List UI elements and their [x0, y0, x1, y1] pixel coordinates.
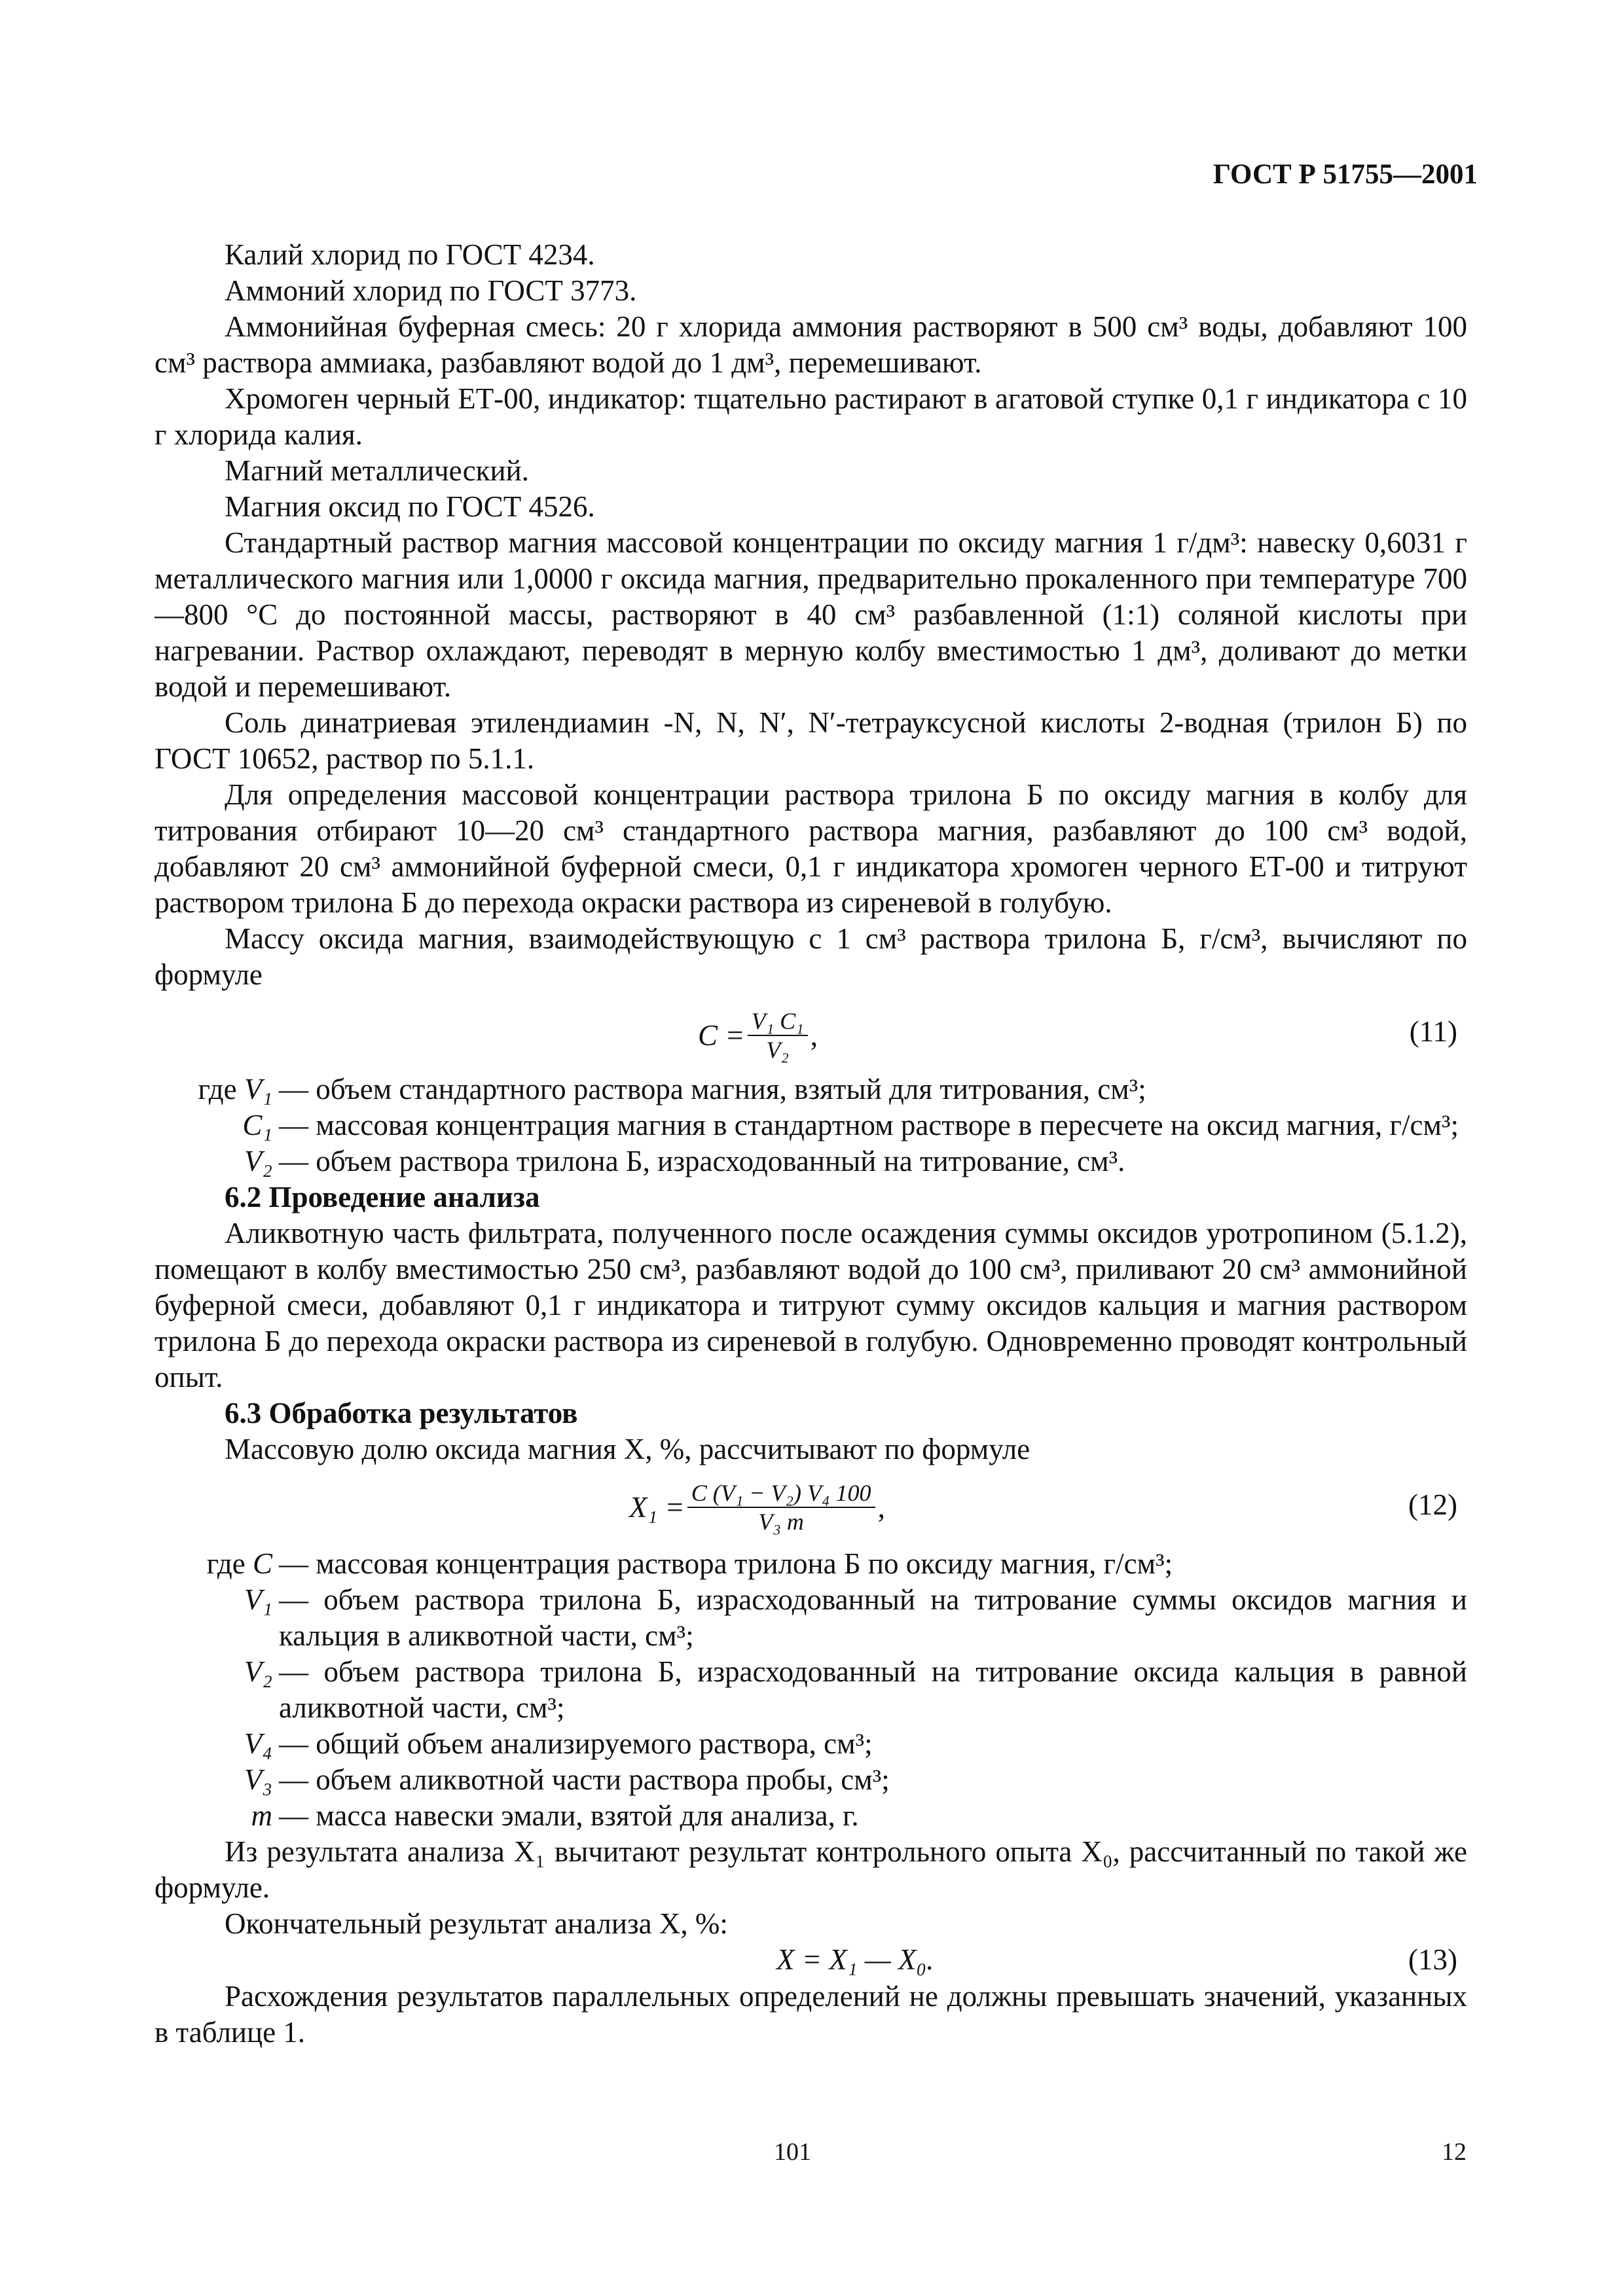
denominator: V₂ [766, 1037, 789, 1063]
paragraph: Аммонийная буферная смесь: 20 г хлорида аммония растворяют в 500 см³ воды, добавляют 100 см³ раствора аммиака, разбавляют водой до 1 дм³, перемешивают. [155, 310, 1467, 379]
paragraph: Калий хлорид по ГОСТ 4234. [225, 238, 595, 271]
definition-item [155, 1071, 1467, 1107]
fraction [748, 1007, 808, 1064]
definition-text: — общий объем анализируемого раствора, см³; [279, 1727, 873, 1760]
paragraph: Аликвотную часть фильтрата, полученного после осаждения суммы оксидов уротропином (5.1.2), помещают в колбу вместимостью 250 см³, разбавляют водой до 100 см³, приливают 20 см³ аммонийной буферной смеси, добавляют 0,1 г индикатора и титруют сумму оксидов кальция и магния раствором трилона Б до перехода окраски раствора из сиреневой в голубую. Одновременно проводят контрольный опыт. [155, 1217, 1467, 1393]
document-number: ГОСТ Р 51755—2001 [1213, 159, 1478, 190]
definition-lead: где C [206, 1547, 272, 1580]
definition-item [155, 1762, 1467, 1798]
paragraph: Окончательный результат анализа X, %: [225, 1907, 728, 1940]
paragraph: Для определения массовой концентрации раствора трилона Б по оксиду магния в колбу для титрования отбирают 10—20 см³ стандартного раствора магния, разбавляют до 100 см³ водой, добавляют 20 см³ аммонийной буферной смеси, 0,1 г индикатора хромоген черного ЕТ-00 и титруют раствором трилона Б до перехода окраски раствора из сиреневой в голубую. [155, 778, 1467, 919]
definition-lead: где V₁ [198, 1073, 272, 1105]
definition-text: — массовая концентрация магния в стандартном растворе в пересчете на оксид магния, г/см³; [279, 1109, 1459, 1141]
formula-13 [155, 1942, 1467, 1979]
paragraph: Хромоген черный ЕТ-00, индикатор: тщательно растирают в агатовой ступке 0,1 г индикатора с 10 г хлорида калия. [155, 382, 1467, 451]
numerator: C (V₁ − V₂) V₄ 100 [687, 1479, 875, 1508]
formula-lhs: X₁ = [629, 1490, 685, 1524]
definition-text: — объем стандартного раствора магния, взятый для титрования, см³; [279, 1073, 1146, 1105]
definition-symbol: V₂ [244, 1655, 272, 1688]
formula-expression: X = X₁ — X₀. [776, 1943, 934, 1976]
paragraph: Расхождения результатов параллельных определений не должны превышать значений, указанных в таблице 1. [155, 1980, 1467, 2049]
fraction [687, 1479, 875, 1535]
definition-text: — объем раствора трилона Б, израсходованный на титрование оксида кальция в равной аликвотной части, см³; [279, 1655, 1467, 1724]
definition-symbol: C₁ [242, 1109, 272, 1141]
paragraph: Массовую долю оксида магния X, %, рассчитывают по формуле [225, 1433, 1030, 1465]
page-number-left: 101 [774, 2138, 811, 2166]
denominator: V₃ m [758, 1509, 804, 1535]
equation-number: (13) [1408, 1943, 1457, 1976]
definition-item [155, 1798, 1467, 1834]
definitions-list-1 [155, 1071, 1467, 1179]
definition-text: — объем аликвотной части раствора пробы, см³; [279, 1763, 890, 1796]
definition-symbol: V₂ [244, 1145, 272, 1177]
definition-symbol: V₁ [244, 1583, 272, 1616]
paragraph: Из результата анализа X₁ вычитают результат контрольного опыта X₀, рассчитанный по такой же формуле. [155, 1835, 1467, 1904]
definition-text: — массовая концентрация раствора трилона Б по оксиду магния, г/см³; [279, 1547, 1173, 1580]
definition-text: — объем раствора трилона Б, израсходованный на титрование суммы оксидов магния и кальция в аликвотной части, см³; [279, 1583, 1467, 1652]
paragraph: Соль динатриевая этилендиамин -N, N, N′, N′-тетрауксусной кислоты 2-водная (трилон Б) по ГОСТ 10652, раствор по 5.1.1. [155, 706, 1467, 775]
equation-number: (12) [1408, 1488, 1457, 1521]
definition-item [155, 1654, 1467, 1726]
document-body [155, 237, 1467, 2051]
definition-item [155, 1726, 1467, 1762]
definition-item [155, 1582, 1467, 1654]
paragraph: Магний металлический. [225, 454, 529, 487]
definition-text: — объем раствора трилона Б, израсходованный на титрование, см³. [279, 1145, 1125, 1177]
formula-punct: , [877, 1490, 885, 1524]
definition-item [155, 1143, 1467, 1179]
formula-lhs: C = [698, 1018, 745, 1052]
formula-punct: , [810, 1018, 818, 1052]
numerator: V₁ C₁ [748, 1007, 808, 1036]
section-heading: 6.2 Проведение анализа [225, 1181, 540, 1213]
definition-item [155, 1546, 1467, 1582]
definitions-list-2 [155, 1546, 1467, 1834]
formula-12 [155, 1467, 1467, 1546]
definition-symbol: V₄ [244, 1727, 272, 1760]
definition-text: — масса навески эмали, взятой для анализа, г. [279, 1799, 859, 1832]
definition-item [155, 1107, 1467, 1143]
paragraph: Аммоний хлорид по ГОСТ 3773. [225, 274, 637, 307]
definition-symbol: V₃ [244, 1763, 272, 1796]
section-heading: 6.3 Обработка результатов [225, 1397, 578, 1429]
page-number-right: 12 [1442, 2138, 1467, 2166]
paragraph: Массу оксида магния, взаимодействующую с 1 см³ раствора трилона Б, г/см³, вычисляют по формуле [155, 922, 1467, 991]
paragraph: Магния оксид по ГОСТ 4526. [225, 490, 595, 523]
definition-symbol: m [251, 1799, 272, 1832]
equation-number: (11) [1409, 1015, 1457, 1048]
paragraph: Стандартный раствор магния массовой концентрации по оксиду магния 1 г/дм³: навеску 0,6031 г металлического магния или 1,0000 г оксида магния, предварительно прокаленного при температуре 700—800 °С до постоянной массы, растворяют в 40 см³ разбавленной (1:1) соляной кислоты при нагревании. Раствор охлаждают, переводят в мерную колбу вместимостью 1 дм³, доливают до метки водой и перемешивают. [155, 526, 1467, 703]
formula-11 [155, 993, 1467, 1071]
